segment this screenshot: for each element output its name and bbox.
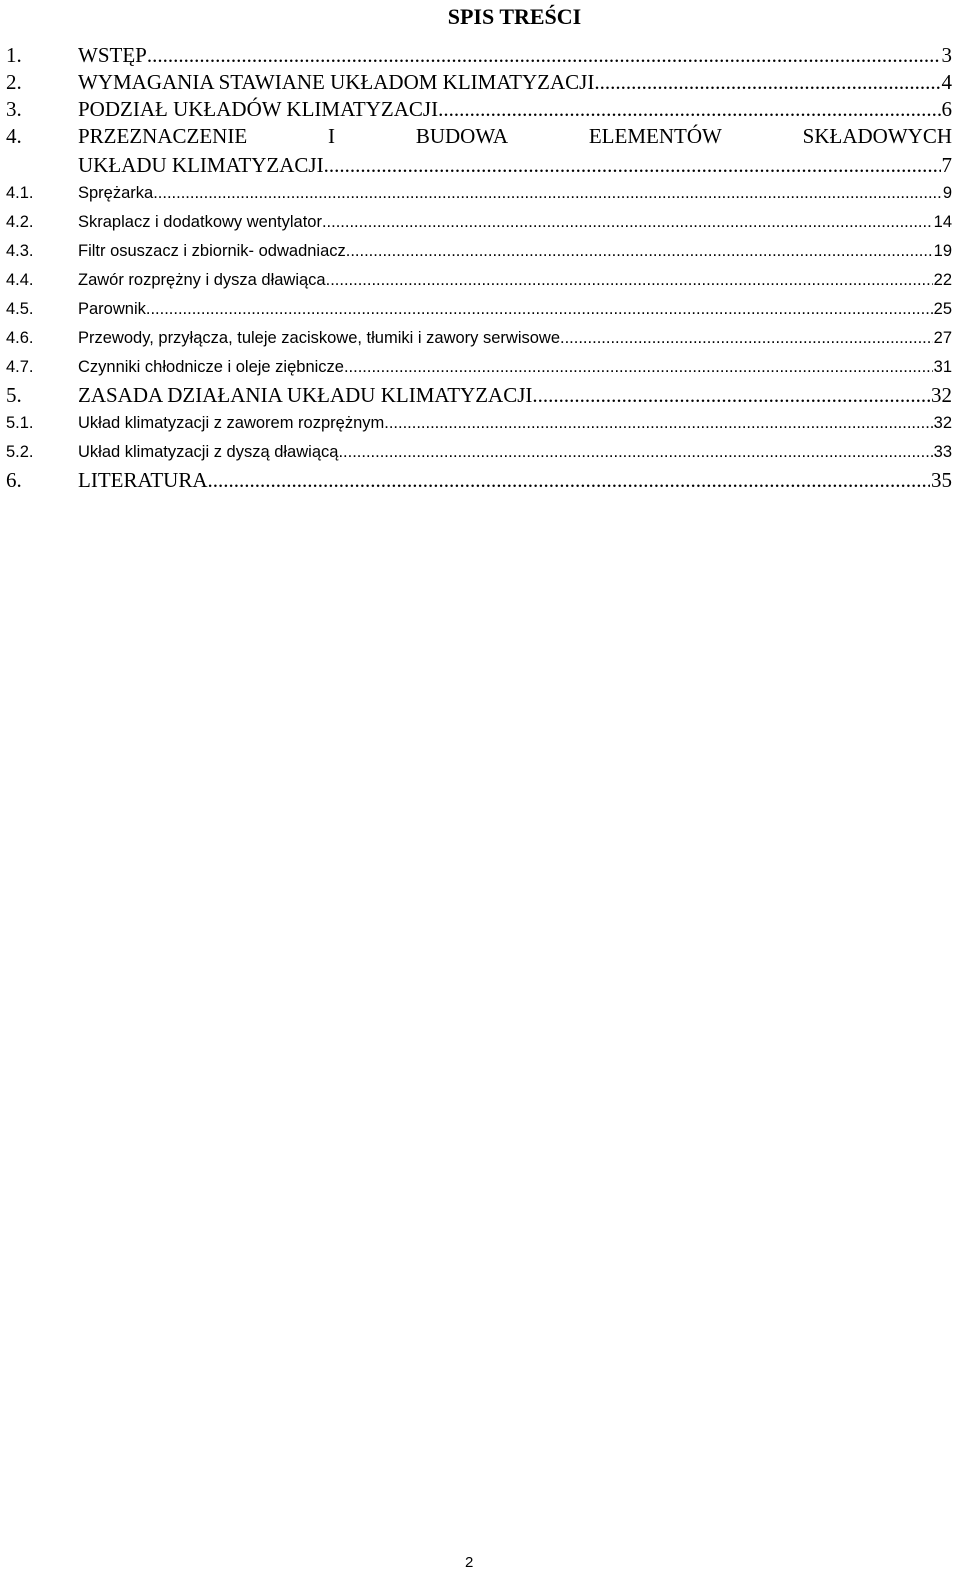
toc-title-word: SKŁADOWYCH [802, 124, 952, 148]
toc-leader-dots [146, 295, 933, 324]
toc-entry-page: 4 [941, 70, 952, 94]
toc-leader-dots [147, 42, 941, 69]
toc-leader-dots [338, 438, 932, 467]
toc-entry-number: 4.3. [6, 242, 34, 260]
toc-entry-title: WSTĘP [78, 43, 147, 67]
toc-entry-title-line1 [78, 123, 952, 150]
toc-entry-number: 5. [6, 383, 22, 407]
toc-entry-number: 4.1. [6, 184, 34, 202]
toc-title-word: BUDOWA [415, 124, 509, 148]
toc-entry[interactable] [6, 353, 952, 382]
toc-leader-dots [560, 324, 933, 353]
toc-entry-fill [78, 382, 930, 409]
toc-entry-line[interactable] [6, 123, 952, 152]
toc-entry-fill [78, 353, 933, 382]
toc-entry-title: ZASADA DZIAŁANIA UKŁADU KLIMATYZACJI [78, 383, 533, 407]
toc-leader-dots [438, 96, 940, 123]
toc-entry-title: LITERATURA [78, 468, 208, 492]
toc-leader-dots [208, 467, 931, 494]
toc-entry[interactable] [6, 96, 952, 123]
toc-entry[interactable] [6, 42, 952, 69]
toc-entry[interactable] [6, 152, 952, 179]
toc-leader-dots [324, 152, 941, 179]
toc-entry-fill [78, 179, 942, 208]
toc-entry-number: 5.2. [6, 443, 34, 461]
toc-title-word: I [328, 124, 335, 148]
toc-entry-title: Przewody, przyłącza, tuleje zaciskowe, tłumiki i zawory serwisowe [78, 329, 561, 347]
toc-entry-title: WYMAGANIA STAWIANE UKŁADOM KLIMATYZACJI [78, 70, 595, 94]
toc-entry-number: 4. [6, 124, 22, 148]
toc-leader-dots [346, 237, 933, 266]
toc-entry[interactable] [6, 467, 952, 494]
toc-entry-fill [78, 152, 941, 179]
toc-entry[interactable] [6, 324, 952, 353]
toc-entry-number: 4.4. [6, 271, 34, 289]
toc-entry[interactable] [6, 438, 952, 467]
toc-entry-title: Zawór rozprężny i dysza dławiąca [78, 271, 326, 289]
toc-leader-dots [153, 179, 942, 208]
toc-entry-fill [78, 208, 933, 237]
toc-entry-page: 14 [933, 213, 952, 231]
toc-entry[interactable] [6, 208, 952, 237]
toc-entry-page: 32 [933, 414, 952, 432]
toc-entry-number: 6. [6, 468, 22, 492]
toc-entry-title: Parownik [78, 300, 146, 318]
toc-entry[interactable] [6, 179, 952, 208]
toc-entry-page: 27 [933, 329, 952, 347]
toc-entry-title: Układ klimatyzacji z dyszą dławiącą [78, 443, 339, 461]
toc-entry-title: UKŁADU KLIMATYZACJI [78, 153, 324, 177]
toc-entry-page: 22 [933, 271, 952, 289]
toc-entry-fill [78, 438, 933, 467]
page-title: SPIS TREŚCI [447, 4, 582, 29]
toc-entry-title: Skraplacz i dodatkowy wentylator [78, 213, 322, 231]
toc-entry-number: 4.6. [6, 329, 34, 347]
toc-entry[interactable] [6, 382, 952, 409]
toc-entry-fill [78, 69, 941, 96]
toc-entry-number: 4.7. [6, 358, 34, 376]
page-number: 2 [465, 1554, 474, 1571]
toc-entry-page: 19 [933, 242, 952, 260]
toc-entry-number: 3. [6, 97, 22, 121]
toc-entry-page: 6 [941, 97, 952, 121]
toc-entry-page: 32 [931, 383, 952, 407]
toc-entry-page: 35 [931, 468, 952, 492]
toc-entry-number: 1. [6, 43, 22, 67]
toc-entry-title: Filtr osuszacz i zbiornik- odwadniacz [78, 242, 346, 260]
toc-entry-number: 4.5. [6, 300, 34, 318]
toc-entry[interactable] [6, 237, 952, 266]
toc-entry-fill [78, 266, 933, 295]
toc-entry-fill [78, 96, 941, 123]
toc-entry-page: 3 [941, 43, 952, 67]
toc-leader-dots [326, 266, 933, 295]
toc-entry-title: Czynniki chłodnicze i oleje ziębnicze [78, 358, 344, 376]
toc-entry-number: 5.1. [6, 414, 34, 432]
toc-title-word: ELEMENTÓW [588, 124, 722, 148]
toc-entry-page: 9 [942, 184, 952, 202]
toc-entry-page: 25 [933, 300, 952, 318]
toc-leader-dots [384, 409, 932, 438]
toc-entry[interactable] [6, 409, 952, 438]
toc-entry-number: 2. [6, 70, 22, 94]
toc-leader-dots [344, 353, 933, 382]
toc-entry-fill [78, 42, 941, 69]
toc-entry-fill [78, 295, 933, 324]
table-of-contents [6, 42, 952, 494]
toc-leader-dots [532, 382, 930, 409]
toc-entry[interactable] [6, 69, 952, 96]
toc-entry-fill [78, 237, 933, 266]
toc-entry-title: Układ klimatyzacji z zaworem rozprężnym [78, 414, 385, 432]
toc-entry-page: 31 [933, 358, 952, 376]
toc-entry-page: 33 [933, 443, 952, 461]
toc-entry-title: Sprężarka [78, 184, 154, 202]
toc-leader-dots [322, 208, 933, 237]
toc-entry-fill [78, 324, 933, 353]
toc-entry-title: PODZIAŁ UKŁADÓW KLIMATYZACJI [78, 97, 439, 121]
toc-entry-page: 7 [941, 153, 952, 177]
toc-entry-fill [78, 409, 933, 438]
toc-entry-number: 4.2. [6, 213, 34, 231]
toc-entry[interactable] [6, 295, 952, 324]
toc-leader-dots [594, 69, 940, 96]
toc-entry[interactable] [6, 266, 952, 295]
toc-entry-fill [78, 467, 930, 494]
toc-title-word: PRZEZNACZENIE [78, 124, 248, 148]
